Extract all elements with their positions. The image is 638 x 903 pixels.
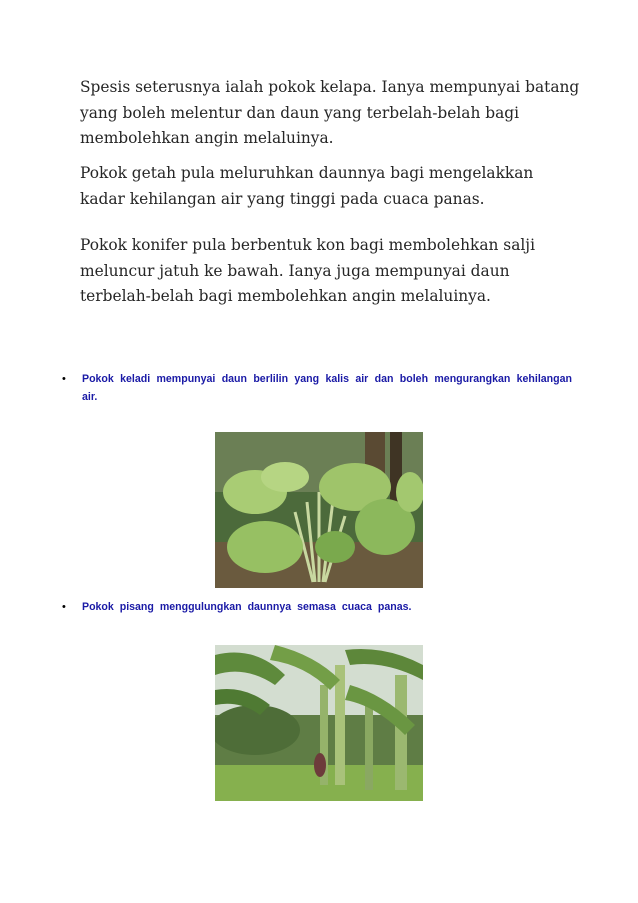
paragraph-rubber: Pokok getah pula meluruhkan daunnya bagi mengelakkan kadar kehilangan air yang tinggi pada cuaca panas. — [80, 164, 534, 208]
banana-plant-photo — [215, 645, 423, 801]
banana-plant-image — [215, 645, 423, 801]
bullet-marker: • — [62, 601, 66, 613]
bullet-item-taro — [62, 370, 572, 410]
paragraph-coconut: Spesis seterusnya ialah pokok kelapa. Ianya mempunyai batang yang boleh melentur dan daun yang terbelah-belah bagi membolehkan angin melaluinya. — [80, 78, 580, 147]
bullet-text-banana: Pokok pisang menggulungkan daunnya semasa cuaca panas. — [82, 601, 412, 613]
bullet-text-taro: Pokok keladi mempunyai daun berlilin yang kalis air dan boleh mengurangkan kehilangan air. — [82, 373, 572, 403]
taro-plant-photo — [215, 432, 423, 588]
paragraph-conifer: Pokok konifer pula berbentuk kon bagi membolehkan salji meluncur jatuh ke bawah. Ianya juga mempunyai daun terbelah-belah bagi membolehkan angin melaluinya. — [80, 236, 535, 305]
taro-plant-image — [215, 432, 423, 588]
bullet-item-banana — [62, 598, 572, 618]
bullet-marker: • — [62, 373, 66, 385]
